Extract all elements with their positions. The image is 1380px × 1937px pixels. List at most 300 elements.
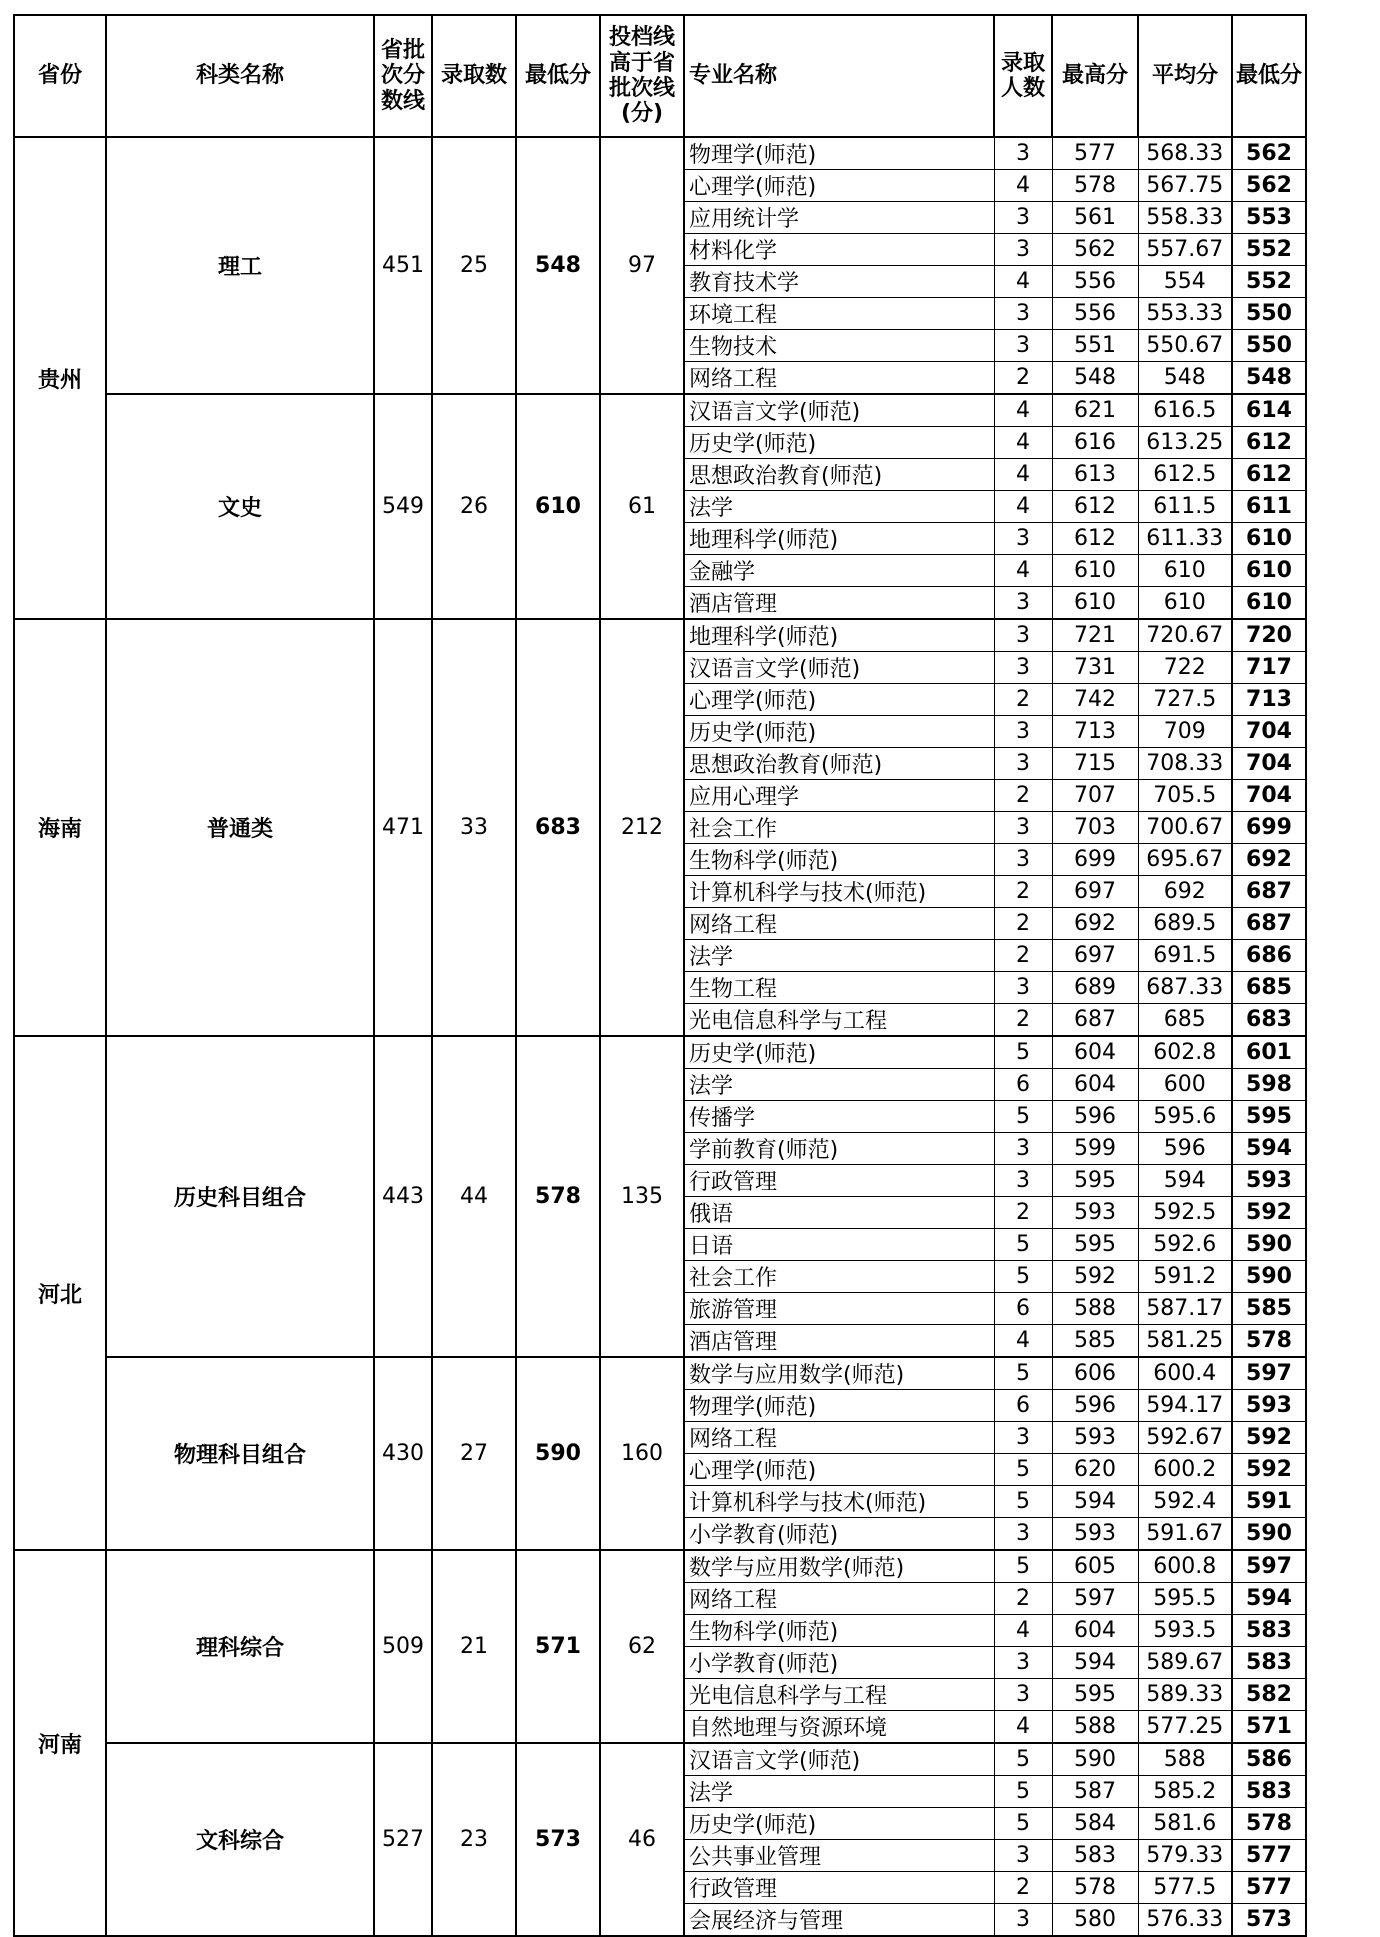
major-max-cell: 742 — [1052, 684, 1138, 716]
major-min-cell: 699 — [1232, 812, 1306, 844]
major-avg-cell: 611.5 — [1138, 491, 1232, 523]
major-max-cell: 604 — [1052, 1615, 1138, 1647]
major-name-cell: 地理科学(师范) — [684, 619, 994, 652]
major-admitted-cell: 6 — [994, 1390, 1052, 1422]
major-name-cell: 生物科学(师范) — [684, 1615, 994, 1647]
table-row — [14, 137, 1306, 170]
table-row — [14, 1550, 1306, 1583]
major-max-cell: 731 — [1052, 652, 1138, 684]
major-name-cell: 数学与应用数学(师范) — [684, 1550, 994, 1583]
major-max-cell: 689 — [1052, 972, 1138, 1004]
major-name-cell: 社会工作 — [684, 1261, 994, 1293]
batch-line-cell: 443 — [374, 1036, 432, 1357]
major-min-cell: 590 — [1232, 1518, 1306, 1551]
major-admitted-cell: 4 — [994, 170, 1052, 202]
major-min-cell: 610 — [1232, 587, 1306, 620]
major-avg-cell: 692 — [1138, 876, 1232, 908]
major-name-cell: 生物工程 — [684, 972, 994, 1004]
major-avg-cell: 548 — [1138, 362, 1232, 395]
major-min-cell: 583 — [1232, 1615, 1306, 1647]
major-avg-cell: 550.67 — [1138, 330, 1232, 362]
major-admitted-cell: 3 — [994, 298, 1052, 330]
major-avg-cell: 720.67 — [1138, 619, 1232, 652]
admitted-cell: 23 — [432, 1743, 516, 1936]
major-min-cell: 552 — [1232, 234, 1306, 266]
major-avg-cell: 612.5 — [1138, 459, 1232, 491]
major-avg-cell: 577.25 — [1138, 1711, 1232, 1744]
major-min-cell: 571 — [1232, 1711, 1306, 1744]
major-name-cell: 历史学(师范) — [684, 427, 994, 459]
major-min-cell: 577 — [1232, 1840, 1306, 1872]
major-admitted-cell: 2 — [994, 1583, 1052, 1615]
major-admitted-cell: 3 — [994, 330, 1052, 362]
category-cell: 文史 — [106, 394, 374, 619]
table-row — [14, 394, 1306, 427]
major-min-cell: 592 — [1232, 1454, 1306, 1486]
major-admitted-cell: 3 — [994, 1904, 1052, 1937]
above-line-cell: 135 — [600, 1036, 684, 1357]
major-min-cell: 592 — [1232, 1197, 1306, 1229]
batch-line-cell: 527 — [374, 1743, 432, 1936]
header-avg: 平均分 — [1138, 15, 1232, 137]
major-min-cell: 704 — [1232, 748, 1306, 780]
major-avg-cell: 705.5 — [1138, 780, 1232, 812]
major-min-cell: 614 — [1232, 394, 1306, 427]
major-max-cell: 707 — [1052, 780, 1138, 812]
major-admitted-cell: 3 — [994, 844, 1052, 876]
header-admitted: 录取数 — [432, 15, 516, 137]
major-min-cell: 594 — [1232, 1583, 1306, 1615]
table-body — [14, 137, 1306, 1936]
major-avg-cell: 588 — [1138, 1743, 1232, 1776]
major-admitted-cell: 4 — [994, 555, 1052, 587]
major-max-cell: 613 — [1052, 459, 1138, 491]
major-name-cell: 历史学(师范) — [684, 716, 994, 748]
admitted-cell: 33 — [432, 619, 516, 1036]
major-max-cell: 561 — [1052, 202, 1138, 234]
province-cell: 河北 — [14, 1036, 106, 1550]
admitted-cell: 26 — [432, 394, 516, 619]
major-name-cell: 环境工程 — [684, 298, 994, 330]
major-avg-cell: 576.33 — [1138, 1904, 1232, 1937]
header-province: 省份 — [14, 15, 106, 137]
major-min-cell: 713 — [1232, 684, 1306, 716]
major-min-cell: 593 — [1232, 1165, 1306, 1197]
major-name-cell: 物理学(师范) — [684, 1390, 994, 1422]
major-avg-cell: 567.75 — [1138, 170, 1232, 202]
table-row — [14, 619, 1306, 652]
major-avg-cell: 595.6 — [1138, 1101, 1232, 1133]
major-admitted-cell: 3 — [994, 812, 1052, 844]
major-avg-cell: 600.2 — [1138, 1454, 1232, 1486]
major-name-cell: 思想政治教育(师范) — [684, 459, 994, 491]
major-name-cell: 应用统计学 — [684, 202, 994, 234]
major-admitted-cell: 4 — [994, 266, 1052, 298]
min-score-cell: 610 — [516, 394, 600, 619]
major-name-cell: 酒店管理 — [684, 587, 994, 620]
major-avg-cell: 610 — [1138, 555, 1232, 587]
major-avg-cell: 700.67 — [1138, 812, 1232, 844]
major-avg-cell: 685 — [1138, 1004, 1232, 1037]
major-admitted-cell: 3 — [994, 1133, 1052, 1165]
major-max-cell: 556 — [1052, 298, 1138, 330]
major-max-cell: 577 — [1052, 137, 1138, 170]
major-max-cell: 687 — [1052, 1004, 1138, 1037]
major-name-cell: 教育技术学 — [684, 266, 994, 298]
header-category: 科类名称 — [106, 15, 374, 137]
admitted-cell: 27 — [432, 1357, 516, 1550]
major-avg-cell: 592.67 — [1138, 1422, 1232, 1454]
major-name-cell: 法学 — [684, 491, 994, 523]
category-cell: 理工 — [106, 137, 374, 394]
major-avg-cell: 579.33 — [1138, 1840, 1232, 1872]
admission-score-table — [13, 14, 1307, 1937]
major-min-cell: 593 — [1232, 1390, 1306, 1422]
category-cell: 普通类 — [106, 619, 374, 1036]
table-row — [14, 1357, 1306, 1390]
admitted-cell: 44 — [432, 1036, 516, 1357]
major-min-cell: 573 — [1232, 1904, 1306, 1937]
major-max-cell: 585 — [1052, 1325, 1138, 1358]
major-avg-cell: 596 — [1138, 1133, 1232, 1165]
major-max-cell: 588 — [1052, 1711, 1138, 1744]
major-avg-cell: 616.5 — [1138, 394, 1232, 427]
major-min-cell: 594 — [1232, 1133, 1306, 1165]
major-admitted-cell: 4 — [994, 459, 1052, 491]
major-avg-cell: 722 — [1138, 652, 1232, 684]
header-min-score: 最低分 — [516, 15, 600, 137]
major-min-cell: 578 — [1232, 1808, 1306, 1840]
major-max-cell: 590 — [1052, 1743, 1138, 1776]
major-max-cell: 605 — [1052, 1550, 1138, 1583]
major-max-cell: 596 — [1052, 1390, 1138, 1422]
major-admitted-cell: 2 — [994, 780, 1052, 812]
category-cell: 理科综合 — [106, 1550, 374, 1743]
major-admitted-cell: 5 — [994, 1486, 1052, 1518]
major-min-cell: 683 — [1232, 1004, 1306, 1037]
major-max-cell: 621 — [1052, 394, 1138, 427]
major-admitted-cell: 2 — [994, 940, 1052, 972]
major-name-cell: 思想政治教育(师范) — [684, 748, 994, 780]
major-avg-cell: 611.33 — [1138, 523, 1232, 555]
major-max-cell: 583 — [1052, 1840, 1138, 1872]
major-admitted-cell: 2 — [994, 876, 1052, 908]
major-max-cell: 697 — [1052, 940, 1138, 972]
major-max-cell: 587 — [1052, 1776, 1138, 1808]
major-avg-cell: 581.6 — [1138, 1808, 1232, 1840]
major-name-cell: 小学教育(师范) — [684, 1647, 994, 1679]
major-max-cell: 588 — [1052, 1293, 1138, 1325]
major-name-cell: 公共事业管理 — [684, 1840, 994, 1872]
major-min-cell: 591 — [1232, 1486, 1306, 1518]
major-name-cell: 网络工程 — [684, 1583, 994, 1615]
major-min-cell: 686 — [1232, 940, 1306, 972]
major-max-cell: 551 — [1052, 330, 1138, 362]
major-admitted-cell: 5 — [994, 1743, 1052, 1776]
header-major-admitted: 录取 人数 — [994, 15, 1052, 137]
major-admitted-cell: 2 — [994, 684, 1052, 716]
major-name-cell: 光电信息科学与工程 — [684, 1004, 994, 1037]
major-max-cell: 556 — [1052, 266, 1138, 298]
major-min-cell: 611 — [1232, 491, 1306, 523]
major-admitted-cell: 5 — [994, 1261, 1052, 1293]
major-name-cell: 网络工程 — [684, 1422, 994, 1454]
major-admitted-cell: 5 — [994, 1036, 1052, 1069]
major-max-cell: 593 — [1052, 1518, 1138, 1551]
major-name-cell: 社会工作 — [684, 812, 994, 844]
major-max-cell: 597 — [1052, 1583, 1138, 1615]
major-min-cell: 577 — [1232, 1872, 1306, 1904]
major-name-cell: 学前教育(师范) — [684, 1133, 994, 1165]
major-admitted-cell: 3 — [994, 587, 1052, 620]
major-avg-cell: 600.4 — [1138, 1357, 1232, 1390]
major-max-cell: 562 — [1052, 234, 1138, 266]
major-avg-cell: 592.5 — [1138, 1197, 1232, 1229]
major-min-cell: 586 — [1232, 1743, 1306, 1776]
major-name-cell: 俄语 — [684, 1197, 994, 1229]
category-cell: 历史科目组合 — [106, 1036, 374, 1357]
major-avg-cell: 553.33 — [1138, 298, 1232, 330]
major-admitted-cell: 6 — [994, 1069, 1052, 1101]
above-line-cell: 97 — [600, 137, 684, 394]
header-major: 专业名称 — [684, 15, 994, 137]
major-name-cell: 材料化学 — [684, 234, 994, 266]
major-max-cell: 599 — [1052, 1133, 1138, 1165]
major-admitted-cell: 3 — [994, 523, 1052, 555]
major-max-cell: 580 — [1052, 1904, 1138, 1937]
major-min-cell: 550 — [1232, 330, 1306, 362]
major-name-cell: 法学 — [684, 1069, 994, 1101]
major-name-cell: 数学与应用数学(师范) — [684, 1357, 994, 1390]
major-admitted-cell: 5 — [994, 1454, 1052, 1486]
major-max-cell: 595 — [1052, 1679, 1138, 1711]
major-min-cell: 597 — [1232, 1357, 1306, 1390]
major-avg-cell: 600 — [1138, 1069, 1232, 1101]
major-name-cell: 行政管理 — [684, 1872, 994, 1904]
major-avg-cell: 589.33 — [1138, 1679, 1232, 1711]
major-admitted-cell: 4 — [994, 491, 1052, 523]
major-avg-cell: 587.17 — [1138, 1293, 1232, 1325]
major-min-cell: 597 — [1232, 1550, 1306, 1583]
major-admitted-cell: 3 — [994, 972, 1052, 1004]
major-name-cell: 汉语言文学(师范) — [684, 394, 994, 427]
major-admitted-cell: 3 — [994, 1647, 1052, 1679]
major-admitted-cell: 5 — [994, 1808, 1052, 1840]
major-max-cell: 593 — [1052, 1422, 1138, 1454]
major-min-cell: 704 — [1232, 780, 1306, 812]
major-avg-cell: 727.5 — [1138, 684, 1232, 716]
major-max-cell: 697 — [1052, 876, 1138, 908]
min-score-cell: 578 — [516, 1036, 600, 1357]
major-admitted-cell: 2 — [994, 1004, 1052, 1037]
major-name-cell: 心理学(师范) — [684, 1454, 994, 1486]
major-min-cell: 548 — [1232, 362, 1306, 395]
major-name-cell: 旅游管理 — [684, 1293, 994, 1325]
major-name-cell: 生物科学(师范) — [684, 844, 994, 876]
major-max-cell: 595 — [1052, 1165, 1138, 1197]
major-admitted-cell: 5 — [994, 1776, 1052, 1808]
major-min-cell: 578 — [1232, 1325, 1306, 1358]
major-admitted-cell: 2 — [994, 362, 1052, 395]
major-min-cell: 583 — [1232, 1647, 1306, 1679]
major-min-cell: 601 — [1232, 1036, 1306, 1069]
table-row — [14, 1743, 1306, 1776]
major-admitted-cell: 6 — [994, 1293, 1052, 1325]
major-max-cell: 594 — [1052, 1486, 1138, 1518]
major-max-cell: 578 — [1052, 1872, 1138, 1904]
major-min-cell: 685 — [1232, 972, 1306, 1004]
major-min-cell: 583 — [1232, 1776, 1306, 1808]
major-max-cell: 612 — [1052, 523, 1138, 555]
major-min-cell: 687 — [1232, 908, 1306, 940]
major-min-cell: 590 — [1232, 1261, 1306, 1293]
major-max-cell: 604 — [1052, 1069, 1138, 1101]
major-max-cell: 594 — [1052, 1647, 1138, 1679]
major-name-cell: 光电信息科学与工程 — [684, 1679, 994, 1711]
header-batch-line: 省批 次分 数线 — [374, 15, 432, 137]
major-avg-cell: 589.67 — [1138, 1647, 1232, 1679]
major-admitted-cell: 4 — [994, 1325, 1052, 1358]
major-max-cell: 595 — [1052, 1229, 1138, 1261]
major-avg-cell: 592.4 — [1138, 1486, 1232, 1518]
province-cell: 贵州 — [14, 137, 106, 619]
major-max-cell: 699 — [1052, 844, 1138, 876]
major-max-cell: 703 — [1052, 812, 1138, 844]
major-name-cell: 法学 — [684, 940, 994, 972]
major-avg-cell: 558.33 — [1138, 202, 1232, 234]
province-cell: 海南 — [14, 619, 106, 1036]
major-avg-cell: 591.2 — [1138, 1261, 1232, 1293]
major-max-cell: 721 — [1052, 619, 1138, 652]
major-name-cell: 法学 — [684, 1776, 994, 1808]
major-max-cell: 715 — [1052, 748, 1138, 780]
major-min-cell: 704 — [1232, 716, 1306, 748]
header-above-line: 投档线 高于省 批次线 (分) — [600, 15, 684, 137]
major-max-cell: 610 — [1052, 587, 1138, 620]
major-min-cell: 692 — [1232, 844, 1306, 876]
major-name-cell: 历史学(师范) — [684, 1036, 994, 1069]
major-max-cell: 620 — [1052, 1454, 1138, 1486]
major-admitted-cell: 3 — [994, 202, 1052, 234]
major-admitted-cell: 5 — [994, 1101, 1052, 1133]
major-avg-cell: 591.67 — [1138, 1518, 1232, 1551]
major-name-cell: 计算机科学与技术(师范) — [684, 1486, 994, 1518]
major-admitted-cell: 3 — [994, 1518, 1052, 1551]
major-min-cell: 612 — [1232, 427, 1306, 459]
major-max-cell: 612 — [1052, 491, 1138, 523]
batch-line-cell: 509 — [374, 1550, 432, 1743]
major-avg-cell: 708.33 — [1138, 748, 1232, 780]
major-admitted-cell: 3 — [994, 619, 1052, 652]
major-admitted-cell: 3 — [994, 137, 1052, 170]
major-min-cell: 687 — [1232, 876, 1306, 908]
major-admitted-cell: 2 — [994, 908, 1052, 940]
major-min-cell: 717 — [1232, 652, 1306, 684]
major-admitted-cell: 3 — [994, 748, 1052, 780]
major-min-cell: 562 — [1232, 137, 1306, 170]
major-name-cell: 物理学(师范) — [684, 137, 994, 170]
major-name-cell: 计算机科学与技术(师范) — [684, 876, 994, 908]
major-min-cell: 720 — [1232, 619, 1306, 652]
batch-line-cell: 471 — [374, 619, 432, 1036]
major-name-cell: 日语 — [684, 1229, 994, 1261]
admitted-cell: 21 — [432, 1550, 516, 1743]
batch-line-cell: 549 — [374, 394, 432, 619]
major-min-cell: 595 — [1232, 1101, 1306, 1133]
major-max-cell: 692 — [1052, 908, 1138, 940]
category-cell: 文科综合 — [106, 1743, 374, 1936]
min-score-cell: 571 — [516, 1550, 600, 1743]
major-avg-cell: 613.25 — [1138, 427, 1232, 459]
major-max-cell: 593 — [1052, 1197, 1138, 1229]
major-avg-cell: 709 — [1138, 716, 1232, 748]
major-max-cell: 604 — [1052, 1036, 1138, 1069]
admitted-cell: 25 — [432, 137, 516, 394]
major-min-cell: 598 — [1232, 1069, 1306, 1101]
major-max-cell: 592 — [1052, 1261, 1138, 1293]
major-avg-cell: 577.5 — [1138, 1872, 1232, 1904]
major-admitted-cell: 3 — [994, 652, 1052, 684]
category-cell: 物理科目组合 — [106, 1357, 374, 1550]
above-line-cell: 160 — [600, 1357, 684, 1550]
major-name-cell: 地理科学(师范) — [684, 523, 994, 555]
major-avg-cell: 695.67 — [1138, 844, 1232, 876]
major-max-cell: 606 — [1052, 1357, 1138, 1390]
major-max-cell: 584 — [1052, 1808, 1138, 1840]
major-name-cell: 小学教育(师范) — [684, 1518, 994, 1551]
major-name-cell: 网络工程 — [684, 908, 994, 940]
major-min-cell: 582 — [1232, 1679, 1306, 1711]
major-admitted-cell: 3 — [994, 1165, 1052, 1197]
major-avg-cell: 554 — [1138, 266, 1232, 298]
major-max-cell: 616 — [1052, 427, 1138, 459]
major-admitted-cell: 4 — [994, 427, 1052, 459]
major-admitted-cell: 5 — [994, 1550, 1052, 1583]
major-min-cell: 585 — [1232, 1293, 1306, 1325]
major-name-cell: 自然地理与资源环境 — [684, 1711, 994, 1744]
major-avg-cell: 595.5 — [1138, 1583, 1232, 1615]
above-line-cell: 61 — [600, 394, 684, 619]
table-row — [14, 1036, 1306, 1069]
major-name-cell: 生物技术 — [684, 330, 994, 362]
major-name-cell: 汉语言文学(师范) — [684, 652, 994, 684]
major-avg-cell: 592.6 — [1138, 1229, 1232, 1261]
header-row — [14, 15, 1306, 137]
major-name-cell: 心理学(师范) — [684, 684, 994, 716]
major-name-cell: 网络工程 — [684, 362, 994, 395]
major-admitted-cell: 2 — [994, 1872, 1052, 1904]
min-score-cell: 548 — [516, 137, 600, 394]
major-name-cell: 历史学(师范) — [684, 1808, 994, 1840]
min-score-cell: 590 — [516, 1357, 600, 1550]
major-min-cell: 592 — [1232, 1422, 1306, 1454]
major-min-cell: 590 — [1232, 1229, 1306, 1261]
major-min-cell: 552 — [1232, 266, 1306, 298]
major-name-cell: 汉语言文学(师范) — [684, 1743, 994, 1776]
major-avg-cell: 687.33 — [1138, 972, 1232, 1004]
major-min-cell: 610 — [1232, 555, 1306, 587]
min-score-cell: 573 — [516, 1743, 600, 1936]
major-avg-cell: 594 — [1138, 1165, 1232, 1197]
header-max: 最高分 — [1052, 15, 1138, 137]
major-max-cell: 610 — [1052, 555, 1138, 587]
major-min-cell: 553 — [1232, 202, 1306, 234]
major-admitted-cell: 3 — [994, 1679, 1052, 1711]
major-avg-cell: 602.8 — [1138, 1036, 1232, 1069]
major-admitted-cell: 4 — [994, 1711, 1052, 1744]
major-admitted-cell: 3 — [994, 1840, 1052, 1872]
major-admitted-cell: 5 — [994, 1357, 1052, 1390]
